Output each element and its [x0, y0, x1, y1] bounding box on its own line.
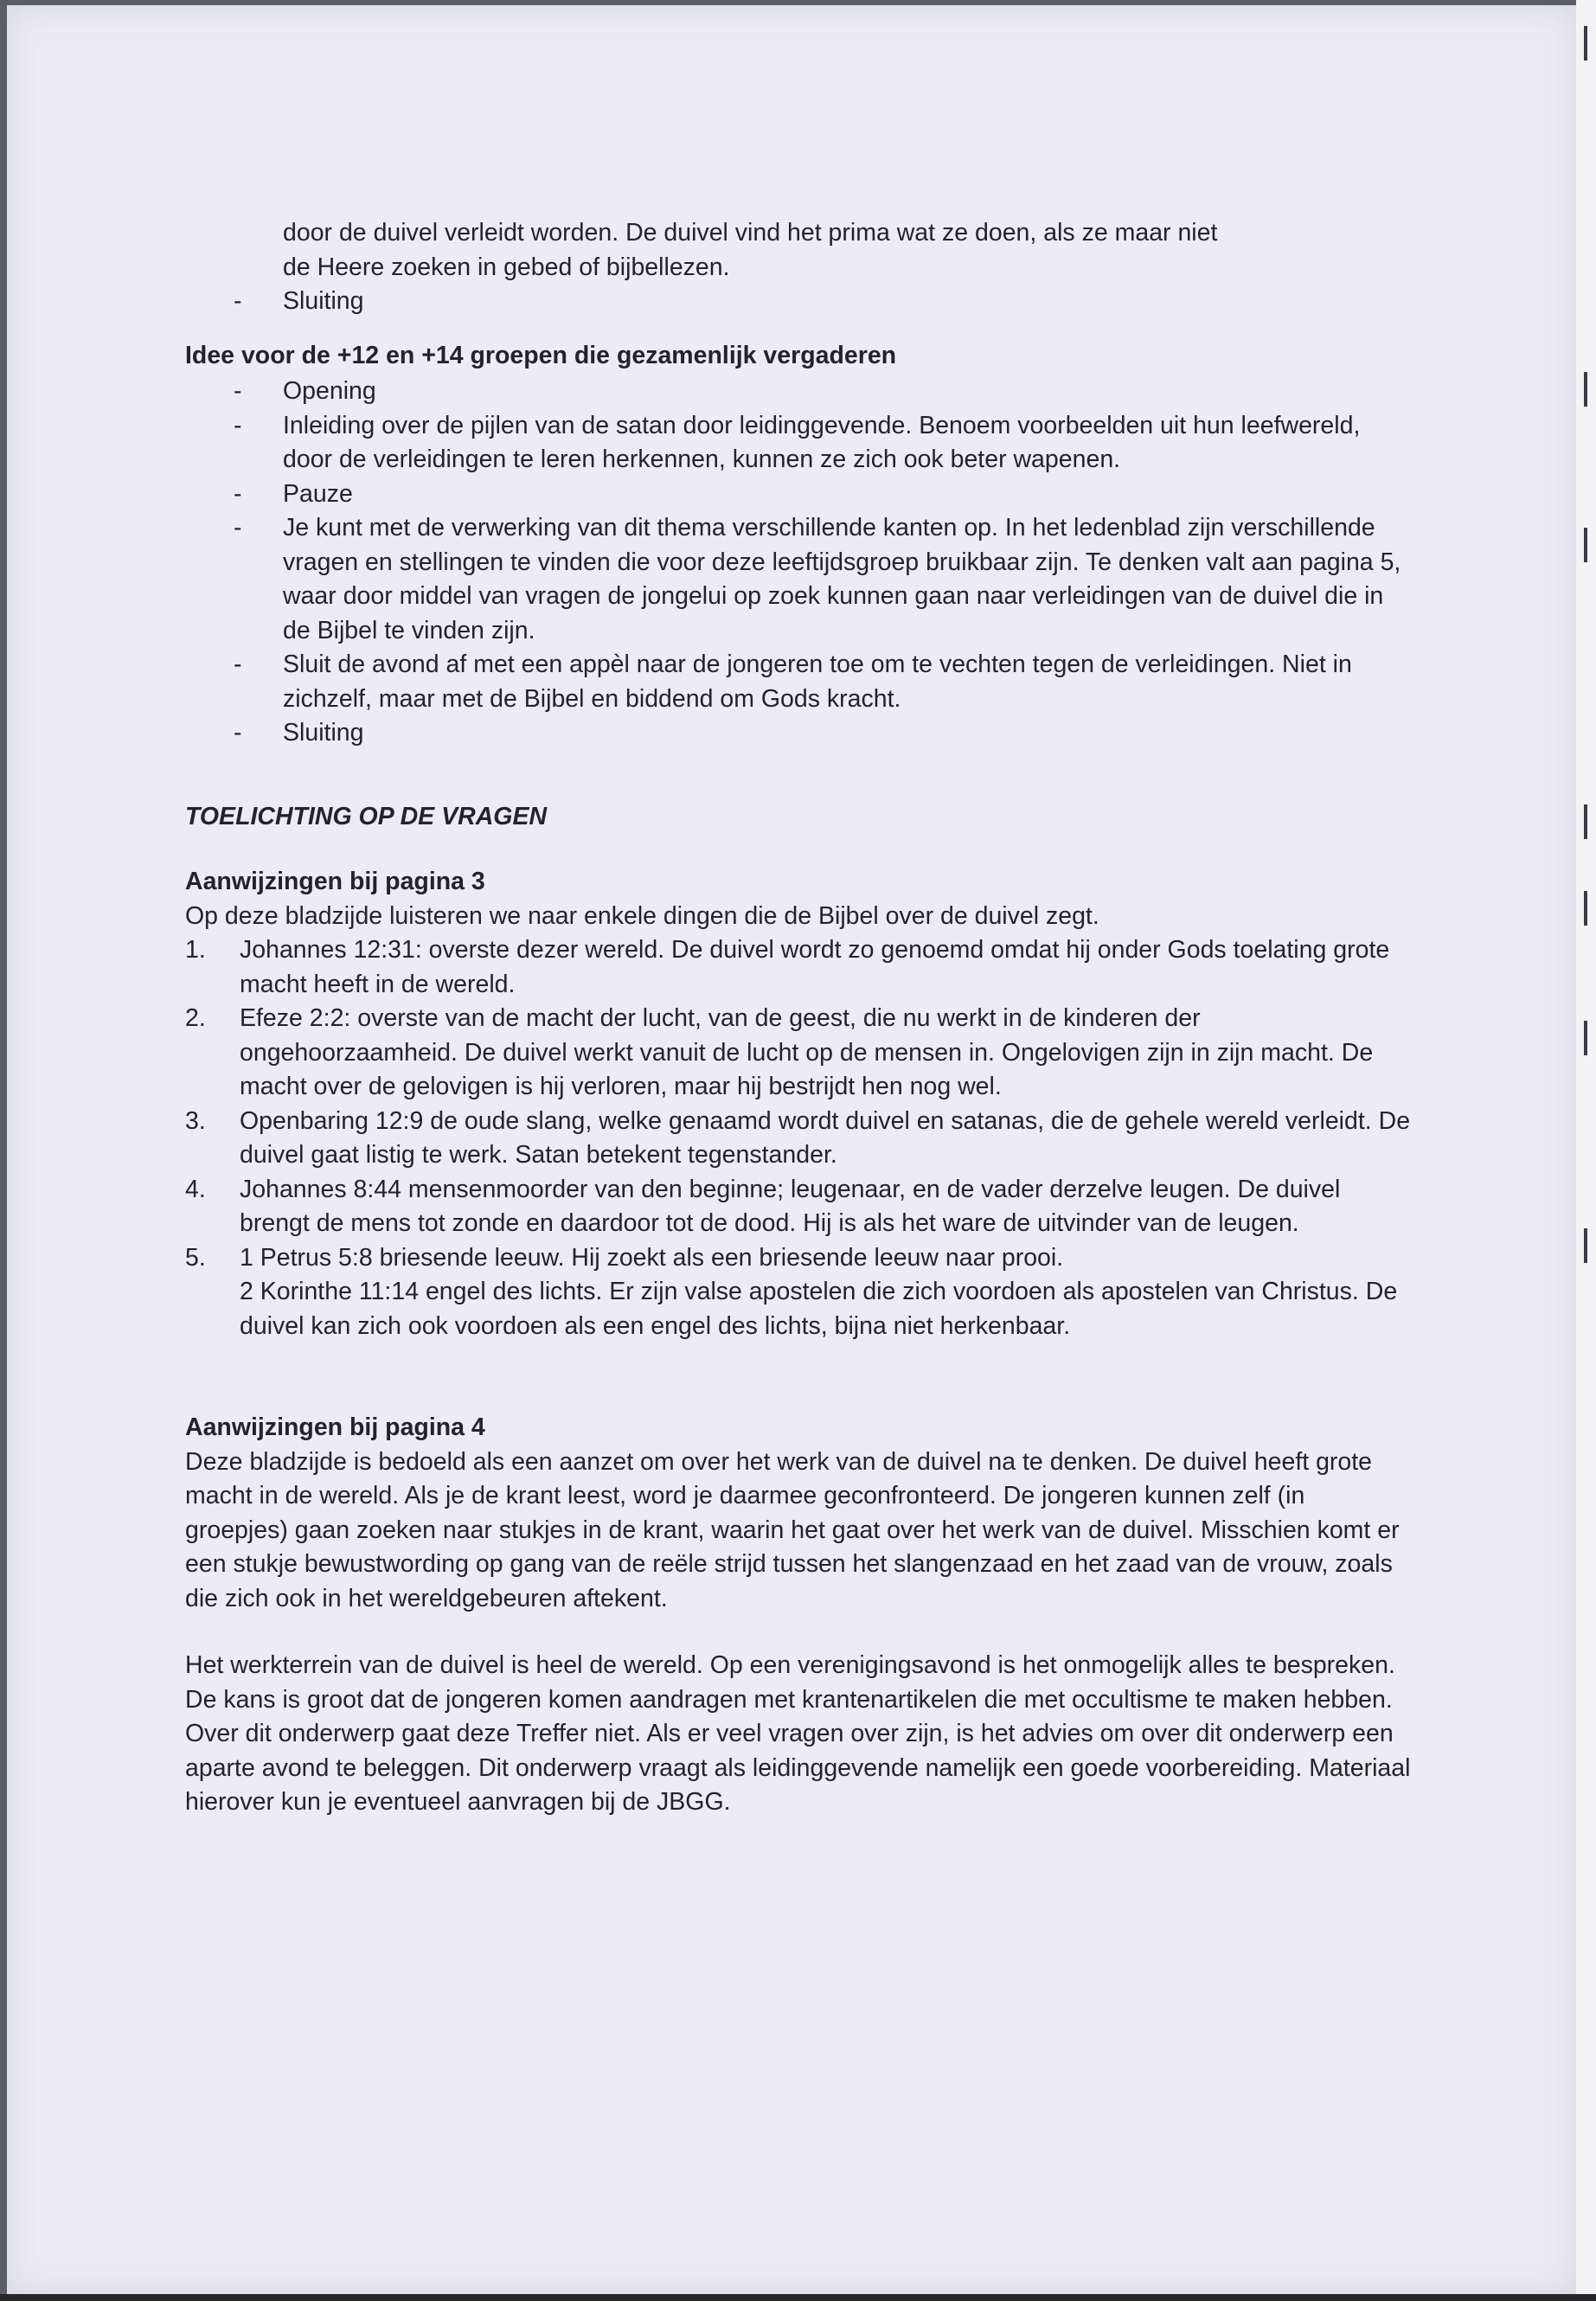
document-body — [185, 216, 1413, 1820]
item-text: Johannes 8:44 mensenmoorder van den beginne; leugenaar, en de vader derzelve leugen. De duivel brengt de mens tot zonde en daardoor tot de dood. Hij is als het ware de uitvinder van de leugen. — [240, 1175, 1341, 1237]
list-item-text: Sluiting — [283, 719, 364, 747]
dash-marker: - — [234, 377, 242, 405]
item-number: 2. — [185, 1004, 206, 1032]
list-item-text: Opening — [283, 377, 376, 405]
section-heading: Idee voor de +12 en +14 groepen die gezamenlijk vergaderen — [185, 341, 897, 369]
dash-marker: - — [234, 287, 242, 315]
page4-paragraph: Het werkterrein van de duivel is heel de wereld. Op een verenigingsavond is het onmogelijk alles te bespreken. De kans is groot dat de jongeren komen aandragen met krantenartikelen die met occultisme te maken hebben. Over dit onderwerp gaat deze Treffer niet. Als er veel vragen over zijn, is het advies om over dit onderwerp een aparte avond te beleggen. Dit onderwerp vraagt als leidinggevende namelijk een goede voorbereiding. Materiaal hierover kun je eventueel aanvragen bij de JBGG. — [185, 1651, 1411, 1816]
scan-mark — [1584, 891, 1587, 926]
scan-mark — [1584, 26, 1587, 61]
page-edge-bottom — [0, 2294, 1596, 2301]
numbered-item — [185, 1105, 1413, 1173]
page3-heading: Aanwijzingen bij pagina 3 — [185, 868, 485, 895]
item-text-extra: 2 Korinthe 11:14 engel des lichts. Er zijn valse apostelen die zich voordoen als apostelen van Christus. De duivel kan zich ook voordoen als een engel des lichts, bijna niet herkenbaar. — [240, 1278, 1398, 1340]
dash-marker: - — [234, 411, 242, 439]
list-item-text: Pauze — [283, 479, 353, 508]
dash-marker: - — [234, 514, 242, 542]
toelichting-heading: TOELICHTING OP DE VRAGEN — [185, 802, 548, 830]
list-item-text: Inleiding over de pijlen van de satan door leidinggevende. Benoem voorbeelden uit hun leefwereld, door de verleidingen te leren herkennen, kunnen ze zich ook beter wapenen. — [283, 411, 1361, 473]
list-item — [185, 375, 1413, 409]
list-item-text: Sluit de avond af met een appèl naar de jongeren toe om te vechten tegen de verleidingen. Niet in zichzelf, maar met de Bijbel en biddend om Gods kracht. — [283, 651, 1352, 713]
page3-list — [185, 933, 1413, 1343]
dash-marker: - — [234, 719, 242, 747]
numbered-item — [185, 1173, 1413, 1241]
page-edge-right — [1576, 0, 1596, 2301]
numbered-item — [185, 1002, 1413, 1105]
dash-marker: - — [234, 479, 242, 508]
idea-list — [185, 375, 1413, 751]
item-text: 1 Petrus 5:8 briesende leeuw. Hij zoekt als een briesende leeuw naar prooi. — [240, 1243, 1064, 1272]
scan-mark — [1584, 1228, 1587, 1263]
scan-mark — [1584, 372, 1587, 407]
list-item — [185, 511, 1413, 648]
scan-mark — [1584, 804, 1587, 839]
list-item-text: Sluiting — [283, 287, 364, 315]
item-number: 5. — [185, 1243, 206, 1272]
item-number: 1. — [185, 936, 206, 964]
list-item — [185, 716, 1413, 751]
item-text: Johannes 12:31: overste dezer wereld. De duivel wordt zo genoemd omdat hij onder Gods toelating grote macht heeft in de wereld. — [240, 936, 1390, 998]
item-number: 4. — [185, 1175, 206, 1203]
item-text: Efeze 2:2: overste van de macht der lucht, van de geest, die nu werkt in de kinderen der ongehoorzaamheid. De duivel werkt vanuit de lucht op de mensen in. Ongelovigen zijn in zijn macht. De macht over de gelovigen is hij verloren, maar hij bestrijdt hen nog wel. — [240, 1004, 1374, 1100]
page4-heading: Aanwijzingen bij pagina 4 — [185, 1413, 485, 1441]
list-item — [185, 648, 1413, 716]
scan-mark — [1584, 1021, 1587, 1055]
page3-intro: Op deze bladzijde luisteren we naar enkele dingen die de Bijbel over de duivel zegt. — [185, 901, 1099, 930]
numbered-item — [185, 933, 1413, 1002]
intro-line: de Heere zoeken in gebed of bijbellezen. — [283, 253, 730, 281]
scan-mark — [1584, 528, 1587, 562]
intro-line: door de duivel verleidt worden. De duivel vind het prima wat ze doen, als ze maar niet — [283, 219, 1218, 247]
list-item — [185, 409, 1413, 478]
item-number: 3. — [185, 1106, 206, 1135]
list-item — [185, 285, 1413, 319]
dash-marker: - — [234, 651, 242, 678]
list-item — [185, 478, 1413, 512]
item-text-block — [240, 1241, 1413, 1344]
page4-paragraph: Deze bladzijde is bedoeld als een aanzet om over het werk van de duivel na te denken. De duivel heeft grote macht in de wereld. Als je de krant leest, word je daarmee geconfronteerd. De jongeren kunnen zelf (in groepjes) gaan zoeken naar stukjes in de krant, waarin het gaat over het werk van de duivel. Misschien komt er een stukje bewustwording op gang van de reële strijd tussen het slangenzaad en het zaad van de vrouw, zoals die zich ook in het wereldgebeuren aftekent. — [185, 1447, 1400, 1612]
item-text: Openbaring 12:9 de oude slang, welke genaamd wordt duivel en satanas, die de gehele wereld verleidt. De duivel gaat listig te werk. Satan betekent tegenstander. — [240, 1106, 1411, 1169]
numbered-item — [185, 1241, 1413, 1344]
list-item-text: Je kunt met de verwerking van dit thema verschillende kanten op. In het ledenblad zijn verschillende vragen en stellingen te vinden die voor deze leeftijdsgroep bruikbaar zijn. Te denken valt aan pagina 5, waar door middel van vragen de jongelui op zoek kunnen gaan naar verleidingen van de duivel die in de Bijbel te vinden zijn. — [283, 514, 1401, 644]
